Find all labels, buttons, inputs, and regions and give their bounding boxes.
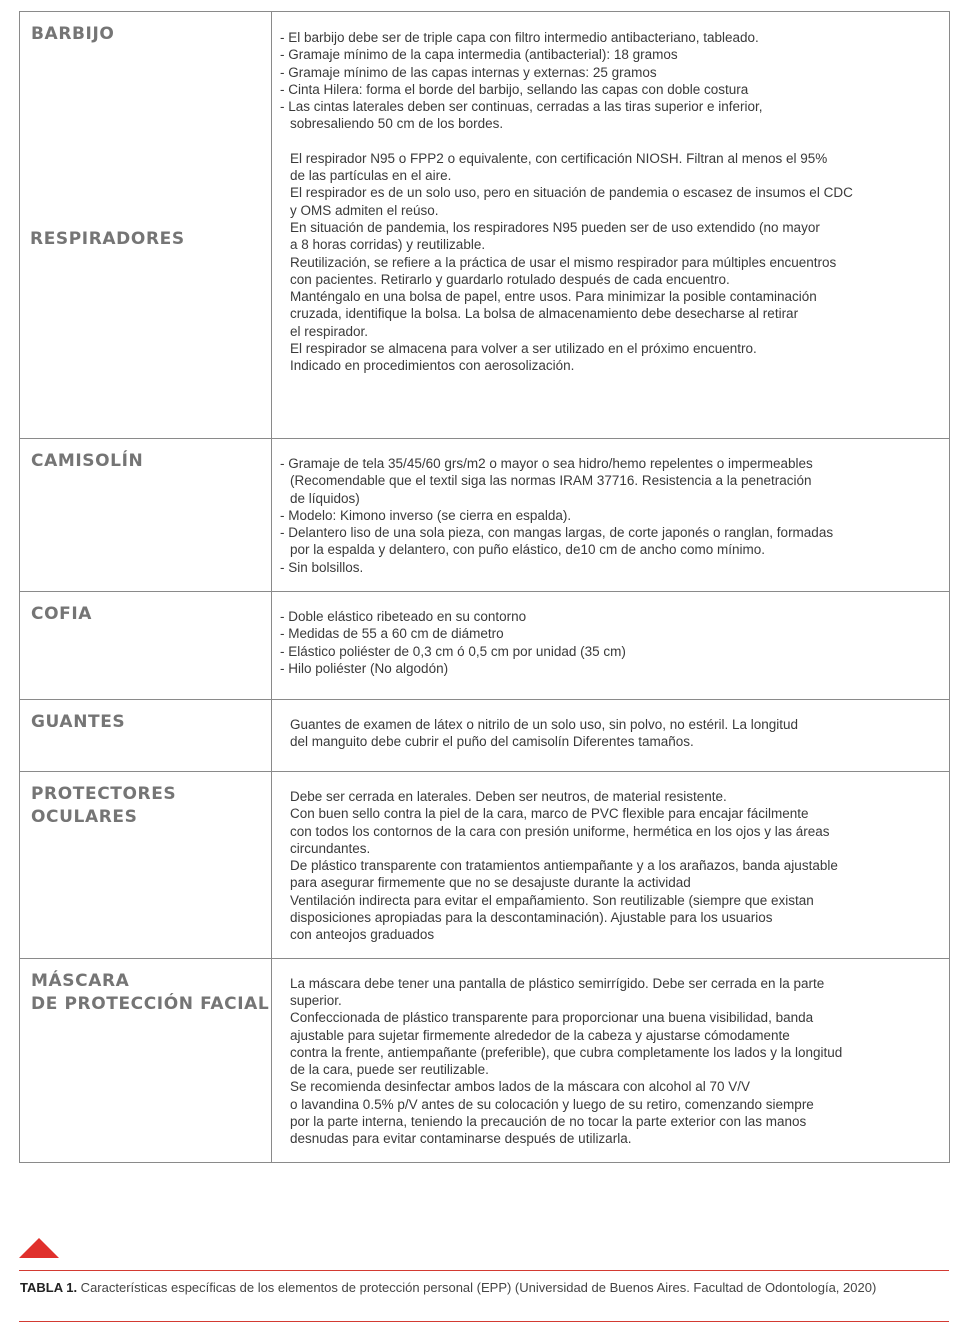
description-line: del manguito debe cubrir el puño del camisolín Diferentes tamaños.	[290, 734, 694, 750]
description-line: a 8 horas corridas) y reutilizable.	[290, 237, 486, 253]
description-line: o lavandina 0.5% p/V antes de su colocación y luego de su retiro, comenzando siempre	[290, 1096, 814, 1112]
description-line: - Cinta Hilera: forma el borde del barbijo, sellando las capas con doble costura	[280, 81, 749, 97]
description-cell	[272, 772, 950, 959]
description-line: - Medidas de 55 a 60 cm de diámetro	[280, 626, 504, 642]
description-line: de las partículas en el aire.	[290, 168, 452, 184]
description-line: Manténgalo en una bolsa de papel, entre usos. Para minimizar la posible contaminación	[290, 289, 817, 305]
description-line: - El barbijo debe ser de triple capa con filtro intermedio antibacteriano, tableado.	[280, 30, 759, 45]
description-line: ajustable para sujetar firmemente alrededor de la cabeza y ajustarse cómodamente	[290, 1027, 790, 1043]
category-label: CAMISOLÍN	[31, 451, 144, 471]
category-cell	[20, 772, 272, 959]
description-line: - Elástico poliéster de 0,3 cm ó 0,5 cm por unidad (35 cm)	[280, 643, 626, 659]
epp-table	[19, 11, 950, 1163]
description-line: Reutilización, se refiere a la práctica de usar el mismo respirador para múltiples encuentros	[290, 254, 837, 270]
description-line: - Gramaje mínimo de las capas internas y externas: 25 gramos	[280, 64, 657, 80]
table-row-protectores-oculares	[20, 772, 950, 959]
category-label: RESPIRADORES	[30, 229, 185, 249]
description-line: de líquidos)	[290, 490, 360, 506]
table-caption	[20, 1279, 950, 1296]
category-label-line: DE PROTECCIÓN FACIAL	[31, 993, 270, 1014]
description-line: superior.	[290, 992, 342, 1008]
description-line: En situación de pandemia, los respiradores N95 pueden ser de uso extendido (no mayor	[290, 219, 820, 235]
description-line: circundantes.	[290, 840, 371, 856]
description-line: - Hilo poliéster (No algodón)	[280, 660, 449, 676]
description-line: desnudas para evitar contaminarse después de utilizarla.	[290, 1131, 632, 1147]
description-line: El respirador es de un solo uso, pero en situación de pandemia o escasez de insumos el CDC	[290, 185, 853, 201]
category-label: BARBIJO	[31, 24, 115, 44]
category-cell	[20, 958, 272, 1162]
description-line: La máscara debe tener una pantalla de plástico semirrígido. Debe ser cerrada en la parte	[290, 975, 825, 991]
description-line: cruzada, identifique la bolsa. La bolsa de almacenamiento debe desecharse al retirar	[290, 306, 799, 322]
caption-divider-top	[19, 1270, 949, 1271]
description-line: Indicado en procedimientos con aerosolización.	[290, 358, 575, 374]
caption-text: Características específicas de los elementos de protección personal (EPP) (Universidad de Buenos Aires. Facultad de Odontología, 2020)	[77, 1280, 877, 1295]
table-row-cofia	[20, 592, 950, 700]
description-line: sobresaliendo 50 cm de los bordes.	[290, 116, 504, 132]
description-cell	[272, 12, 950, 439]
table-row-guantes	[20, 700, 950, 772]
description-cell	[272, 439, 950, 592]
description-cell	[272, 592, 950, 700]
description-line: - Gramaje mínimo de la capa intermedia (antibacterial): 18 gramos	[280, 47, 678, 63]
category-label-line: OCULARES	[31, 807, 138, 827]
description-cell	[272, 958, 950, 1162]
category-label	[20, 959, 271, 1016]
respiradores-label-holder	[30, 228, 185, 251]
description-line: con pacientes. Retirarlo y guardarlo rotulado después de cada encuentro.	[290, 271, 730, 287]
description-line: Guantes de examen de látex o nitrilo de un solo uso, sin polvo, no estéril. La longitud	[290, 717, 799, 732]
description-line: - Sin bolsillos.	[280, 559, 364, 575]
category-cell	[20, 592, 272, 700]
category-label-line: PROTECTORES	[31, 784, 177, 804]
description-line: por la espalda y delantero, con puño elástico, de10 cm de ancho como mínimo.	[290, 542, 766, 558]
description-line: por la parte interna, teniendo la precaución de no tocar la parte exterior con las manos	[290, 1114, 807, 1130]
category-label: GUANTES	[31, 712, 126, 732]
description-line: y OMS admiten el reúso.	[290, 202, 439, 218]
description-line: Con buen sello contra la piel de la cara, marco de PVC flexible para encajar fácilmente	[290, 806, 809, 822]
table-row-mascara-proteccion-facial	[20, 958, 950, 1162]
description-line: contra la frente, antiempañante (preferible), que cubra completamente los lados y la longitud	[290, 1044, 843, 1060]
category-label-line: MÁSCARA	[31, 970, 130, 991]
description-line: - Modelo: Kimono inverso (se cierra en espalda).	[280, 507, 572, 523]
description-line: El respirador se almacena para volver a ser utilizado en el próximo encuentro.	[290, 341, 757, 357]
category-label: COFIA	[31, 604, 93, 624]
caption-divider-bottom	[19, 1321, 949, 1322]
category-cell	[20, 700, 272, 772]
description-line: Debe ser cerrada en laterales. Deben ser neutros, de material resistente.	[290, 789, 727, 804]
table-row-camisolin	[20, 439, 950, 592]
description-line: Ventilación indirecta para evitar el empañamiento. Son reutilizable (siempre que existan	[290, 892, 814, 908]
category-cell	[20, 12, 272, 439]
description-line: Se recomienda desinfectar ambos lados de la máscara con alcohol al 70 V/V	[290, 1079, 751, 1095]
category-label	[20, 772, 271, 829]
description-line: De plástico transparente con tratamientos antiempañante y a los arañazos, banda ajustable	[290, 858, 838, 874]
description-line: El respirador N95 o FPP2 o equivalente, con certificación NIOSH. Filtran al menos el 95%	[290, 150, 828, 166]
description-cell	[272, 700, 950, 772]
description-line: el respirador.	[290, 323, 369, 339]
description-line: - Doble elástico ribeteado en su contorno	[280, 609, 527, 624]
category-cell	[20, 439, 272, 592]
description-line: con anteojos graduados	[290, 927, 435, 943]
description-line: - Gramaje de tela 35/45/60 grs/m2 o mayor o sea hidro/hemo repelentes o impermeables	[280, 456, 813, 471]
description-line: con todos los contornos de la cara con presión uniforme, hermética en los ojos y las áreas	[290, 823, 830, 839]
description-line: - Delantero liso de una sola pieza, con mangas largas, de corte japonés o ranglan, formadas	[280, 525, 834, 541]
description-line: Confeccionada de plástico transparente para proporcionar una buena visibilidad, banda	[290, 1010, 814, 1026]
description-line: de la cara, puede ser reutilizable.	[290, 1062, 489, 1078]
description-line: para asegurar firmemente que no se desajuste durante la actividad	[290, 875, 691, 891]
description-line: (Recomendable que el textil siga las normas IRAM 37716. Resistencia a la penetración	[290, 473, 812, 489]
description-line: disposiciones apropiadas para la descontaminación). Ajustable para los usuarios	[290, 910, 773, 926]
caption-label: TABLA 1.	[20, 1280, 78, 1295]
description-line: - Las cintas laterales deben ser continuas, cerradas a las tiras superior e inferior,	[280, 99, 763, 115]
table-row-barbijo	[20, 12, 950, 439]
triangle-icon	[19, 1238, 59, 1258]
